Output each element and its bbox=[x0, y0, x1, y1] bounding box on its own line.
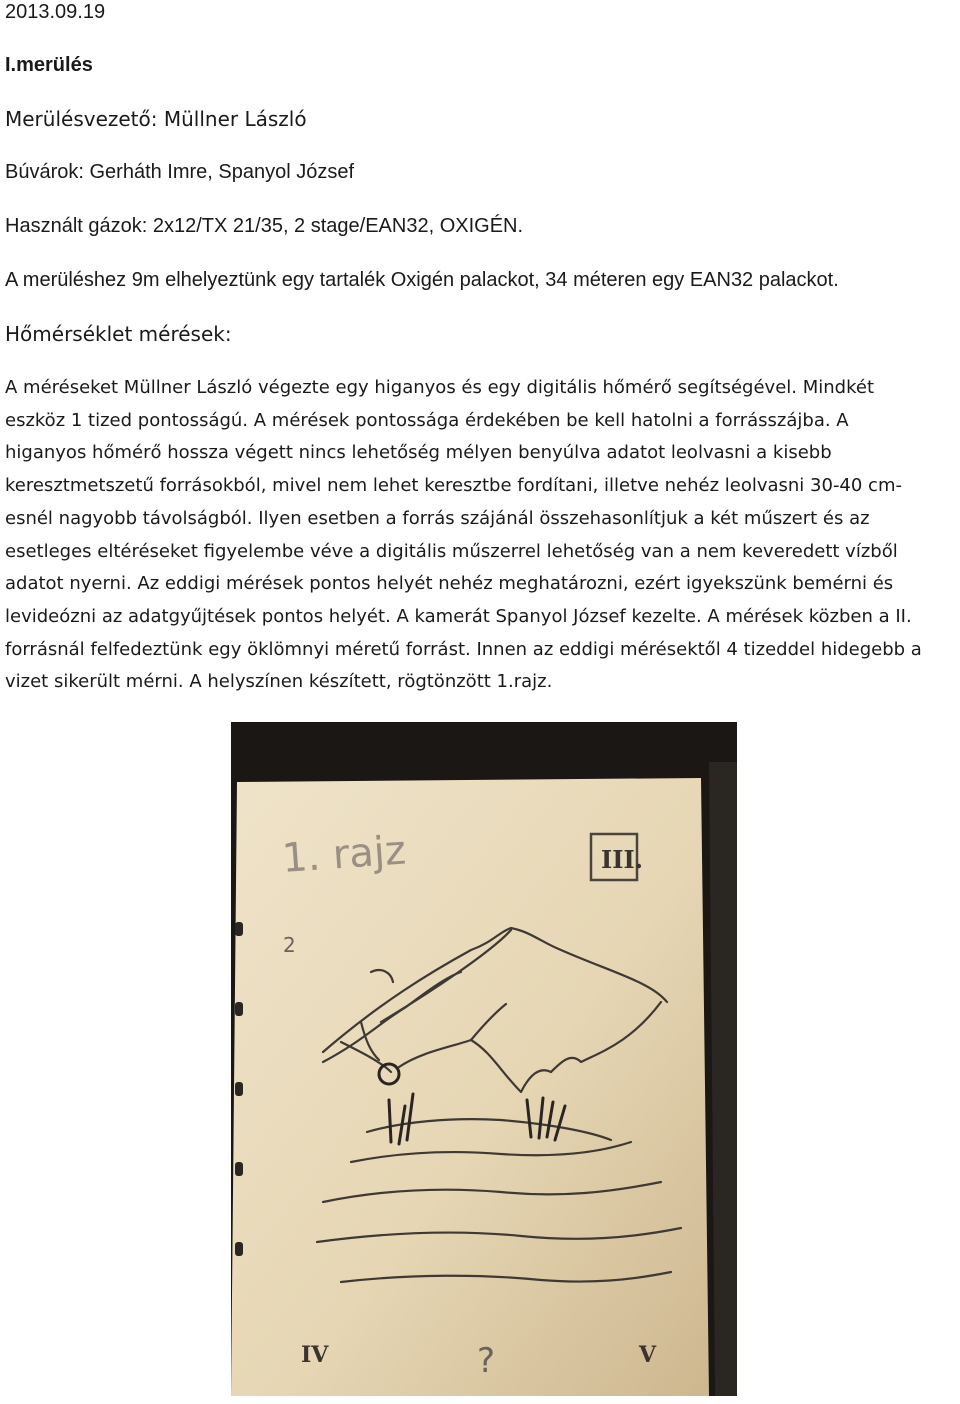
section-title: Hőmérséklet mérések: bbox=[5, 322, 232, 346]
paragraph-line: keresztmetszetű forrásokból, mivel nem lehet keresztbe fordítani, illetve nehéz leolvasni 30-40 cm- bbox=[5, 475, 902, 497]
paragraph-line: esnél nagyobb távolságból. Ilyen esetben a forrás szájánál összehasonlítjuk a két műszert és az bbox=[5, 507, 870, 529]
sketch-question-mark: ? bbox=[477, 1341, 496, 1381]
sketch-mark-left: IV bbox=[301, 1342, 329, 1368]
sketch-photo bbox=[231, 722, 737, 1396]
sketch-drawing bbox=[231, 722, 737, 1396]
paragraph-line: levideózni az adatgyűjtések pontos helyét. A kamerát Spanyol József kezelte. A mérések közben a II. bbox=[5, 605, 912, 627]
sketch-box-label: III. bbox=[601, 845, 644, 874]
paragraph-line: higanyos hőmérő hossza végett nincs lehetőség mélyen benyúlva adatot leolvasni a kisebb bbox=[5, 442, 832, 464]
paragraph-line: eszköz 1 tized pontosságú. A mérések pontossága érdekében be kell hatolni a forrásszájba. A bbox=[5, 409, 849, 431]
paragraph-line: vizet sikerült mérni. A helyszínen készített, rögtönzött 1.rajz. bbox=[5, 671, 553, 693]
dive-leader: Merülésvezető: Müllner László bbox=[5, 107, 307, 131]
measurement-paragraph bbox=[5, 372, 960, 699]
date: 2013.09.19 bbox=[5, 1, 106, 23]
gases-used: Használt gázok: 2x12/TX 21/35, 2 stage/EAN32, OXIGÉN. bbox=[5, 215, 524, 237]
divers: Búvárok: Gerháth Imre, Spanyol József bbox=[5, 161, 355, 183]
paragraph-line: esetleges eltéréseket figyelembe véve a digitális műszerrel lehetőség van a nem keveredett vízből bbox=[5, 540, 898, 562]
preparation-note: A merüléshez 9m elhelyeztünk egy tartalék Oxigén palackot, 34 méteren egy EAN32 palackot. bbox=[5, 269, 839, 291]
dive-heading: I.merülés bbox=[5, 54, 93, 76]
sketch-title: 1. rajz bbox=[280, 827, 408, 882]
paragraph-line: adatot nyerni. Az eddigi mérések pontos helyét nehéz meghatározni, ezért igyekszünk bemérni és bbox=[5, 573, 894, 595]
paragraph-line: forrásnál felfedeztünk egy öklömnyi méretű forrást. Innen az eddigi mérésektől 4 tizeddel hidegebb a bbox=[5, 638, 922, 660]
sketch-side-mark: 2 bbox=[283, 933, 296, 957]
paragraph-line: A méréseket Müllner László végezte egy higanyos és egy digitális hőmérő segítségével. Mindkét bbox=[5, 377, 875, 398]
sketch-mark-right: V bbox=[639, 1342, 657, 1368]
